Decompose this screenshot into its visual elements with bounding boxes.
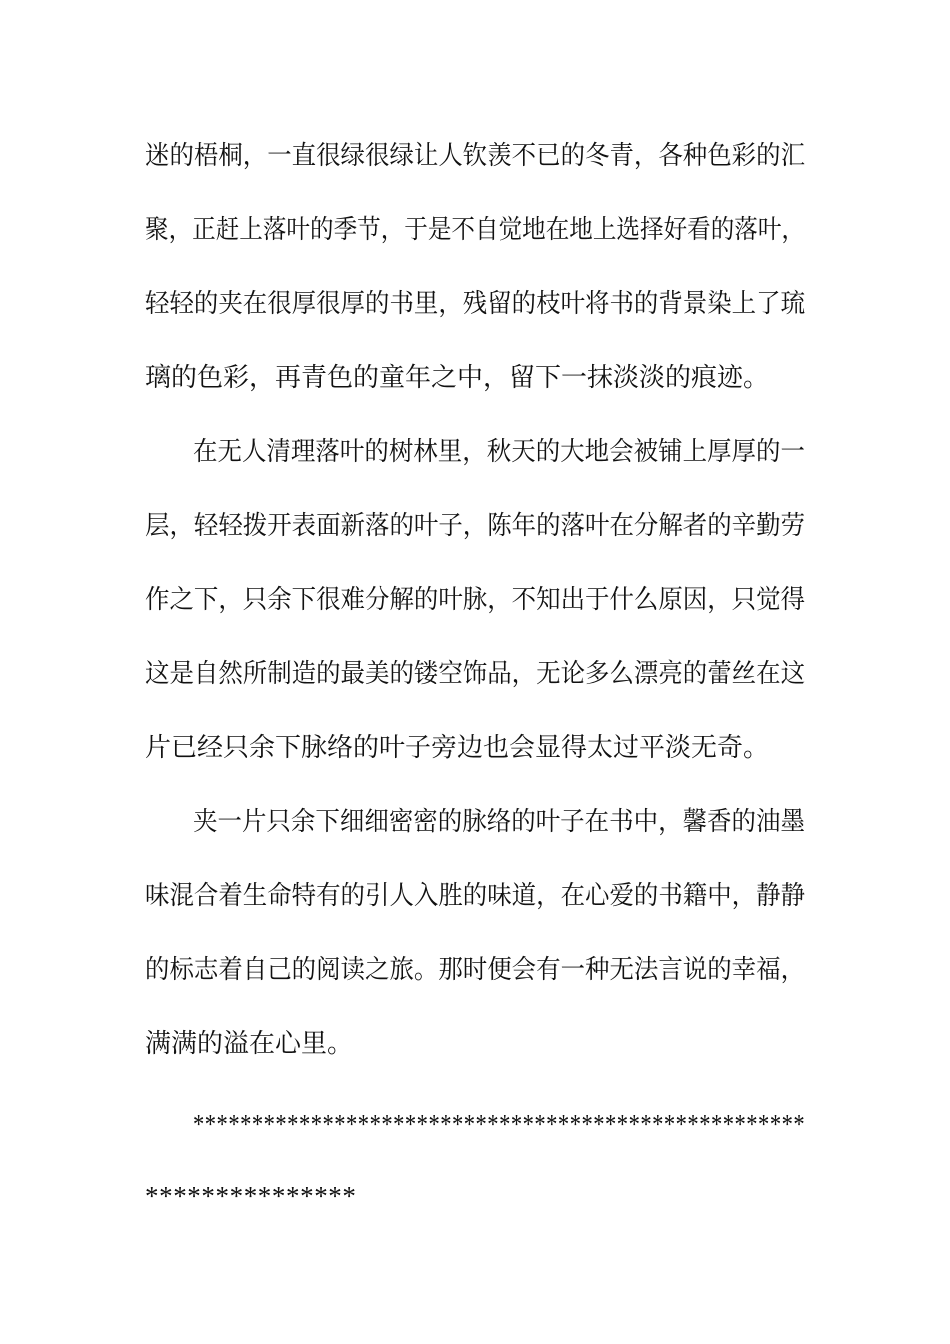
text-line: 璃的色彩，再青色的童年之中，留下一抹淡淡的痕迹。 bbox=[145, 363, 770, 393]
text-line: 满满的溢在心里。 bbox=[145, 1029, 354, 1059]
text-line: 聚，正赶上落叶的季节，于是不自觉地在地上选择好看的落叶， bbox=[145, 215, 806, 245]
text-line: 片已经只余下脉络的叶子旁边也会显得太过平淡无奇。 bbox=[145, 733, 770, 763]
separator-stars: *************** bbox=[145, 1181, 357, 1211]
paragraph-first-line: 夹一片只余下细细密密的脉络的叶子在书中，馨香的油墨 bbox=[193, 807, 805, 837]
paragraph-first-line: 在无人清理落叶的树林里，秋天的大地会被铺上厚厚的一 bbox=[193, 437, 805, 467]
text-line: 作之下，只余下很难分解的叶脉，不知出于什么原因，只觉得 bbox=[145, 585, 806, 615]
text-line: 轻轻的夹在很厚很厚的书里，残留的枝叶将书的背景染上了琉 bbox=[145, 289, 806, 319]
text-line: 味混合着生命特有的引人入胜的味道，在心爱的书籍中，静静 bbox=[145, 881, 806, 911]
text-line: 的标志着自己的阅读之旅。那时便会有一种无法言说的幸福， bbox=[145, 955, 806, 985]
text-line: 这是自然所制造的最美的镂空饰品，无论多么漂亮的蕾丝在这 bbox=[145, 659, 806, 689]
text-line: 迷的梧桐，一直很绿很绿让人钦羡不已的冬青，各种色彩的汇 bbox=[145, 141, 806, 171]
separator-stars: **************************************************** bbox=[193, 1109, 806, 1139]
text-line: 层，轻轻拨开表面新落的叶子，陈年的落叶在分解者的辛勤劳 bbox=[145, 511, 806, 541]
